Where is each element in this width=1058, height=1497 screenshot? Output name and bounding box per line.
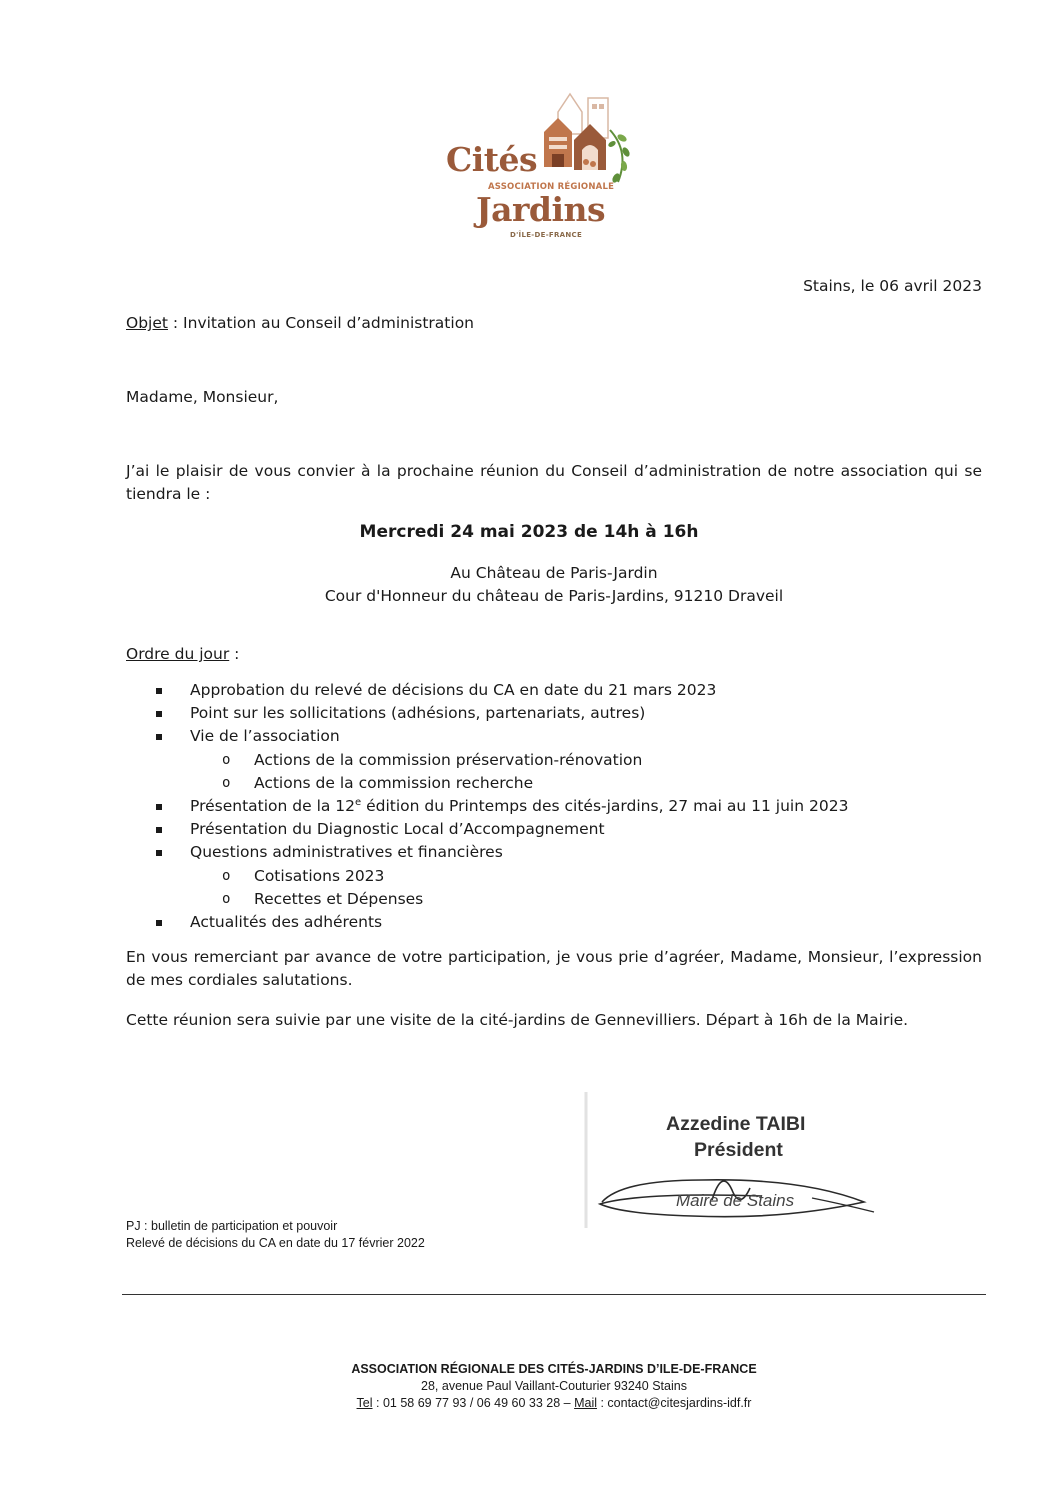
venue-address: Cour d'Honneur du château de Paris-Jardins, 91210 Draveil bbox=[324, 587, 784, 605]
attachment-line: Relevé de décisions du CA en date du 17 février 2022 bbox=[126, 1236, 425, 1250]
footer-address: 28, avenue Paul Vaillant-Couturier 93240 Stains bbox=[421, 1379, 687, 1393]
agenda-item: Présentation du Diagnostic Local d’Accompagnement bbox=[126, 818, 986, 841]
intro-paragraph: J’ai le plaisir de vous convier à la prochaine réunion du Conseil d’administration de notre association qui se tiendra le : bbox=[126, 462, 982, 503]
circle-bullet-icon: o bbox=[222, 774, 231, 791]
square-bullet-icon bbox=[156, 827, 162, 833]
agenda-list bbox=[126, 679, 986, 934]
logo-word-jardins: Jardins bbox=[476, 190, 606, 229]
circle-bullet-icon: o bbox=[222, 890, 231, 907]
place-date: Stains, le 06 avril 2023 bbox=[803, 277, 982, 295]
subject-text: : Invitation au Conseil d’administration bbox=[167, 314, 474, 332]
venue-name: Au Château de Paris-Jardin bbox=[450, 564, 658, 582]
salutation: Madame, Monsieur, bbox=[126, 388, 279, 406]
attachments bbox=[126, 1218, 425, 1252]
circle-bullet-icon: o bbox=[222, 867, 231, 884]
agenda-subitem: o Actions de la commission préservation-rénovation bbox=[126, 749, 986, 772]
agenda-item: Point sur les sollicitations (adhésions, partenariats, autres) bbox=[126, 702, 986, 725]
agenda-item: Présentation de la 12e édition du Printemps des cités-jardins, 27 mai au 11 juin 2023 bbox=[126, 795, 986, 818]
agenda-heading bbox=[126, 643, 239, 666]
square-bullet-icon bbox=[156, 850, 162, 856]
subject-line bbox=[126, 312, 474, 335]
square-bullet-icon bbox=[156, 804, 162, 810]
agenda-item: Questions administratives et financières bbox=[126, 841, 986, 864]
footer bbox=[0, 1361, 1058, 1412]
logo-region: D'ÎLE-DE-FRANCE bbox=[510, 231, 583, 239]
footer-org: ASSOCIATION RÉGIONALE DES CITÉS-JARDINS D’ILE-DE-FRANCE bbox=[351, 1362, 757, 1376]
agenda-subitem: o Recettes et Dépenses bbox=[126, 888, 986, 911]
footer-mail: : contact@citesjardins-idf.fr bbox=[597, 1396, 752, 1410]
square-bullet-icon bbox=[156, 920, 162, 926]
signatory-title: Maire de Stains bbox=[676, 1191, 795, 1210]
agenda-item: Actualités des adhérents bbox=[126, 911, 986, 934]
square-bullet-icon bbox=[156, 711, 162, 717]
footer-tel: : 01 58 69 77 93 / 06 49 60 33 28 – bbox=[372, 1396, 575, 1410]
venue bbox=[0, 562, 1058, 608]
signatory-role: Président bbox=[694, 1139, 783, 1161]
closing-paragraph: En vous remerciant par avance de votre participation, je vous prie d’agréer, Madame, Monsieur, l’expression de mes cordiales salutations. bbox=[126, 948, 982, 989]
circle-bullet-icon: o bbox=[222, 751, 231, 768]
agenda-item: Approbation du relevé de décisions du CA en date du 21 mars 2023 bbox=[126, 679, 986, 702]
footer-mail-label: Mail bbox=[574, 1396, 598, 1410]
attachment-line: PJ : bulletin de participation et pouvoir bbox=[126, 1219, 338, 1233]
subject-label: Objet bbox=[126, 314, 168, 332]
agenda-subitem: o Actions de la commission recherche bbox=[126, 772, 986, 795]
meeting-datetime: Mercredi 24 mai 2023 de 14h à 16h bbox=[359, 522, 699, 542]
visit-note: Cette réunion sera suivie par une visite de la cité-jardins de Gennevilliers. Départ à 16h de la Mairie. bbox=[126, 1011, 909, 1029]
square-bullet-icon bbox=[156, 688, 162, 694]
logo-word-cites: Cités bbox=[446, 140, 538, 179]
agenda-subitem: o Cotisations 2023 bbox=[126, 865, 986, 888]
footer-tel-label: Tel bbox=[356, 1396, 373, 1410]
agenda-item: Vie de l’association bbox=[126, 725, 986, 748]
logo-subtitle: ASSOCIATION RÉGIONALE bbox=[488, 182, 615, 192]
agenda-label: Ordre du jour bbox=[126, 645, 230, 663]
footer-contact bbox=[0, 1395, 1058, 1412]
square-bullet-icon bbox=[156, 734, 162, 740]
agenda-colon: : bbox=[229, 645, 240, 663]
signatory-name: Azzedine TAIBI bbox=[666, 1113, 806, 1135]
footer-divider bbox=[122, 1294, 986, 1295]
